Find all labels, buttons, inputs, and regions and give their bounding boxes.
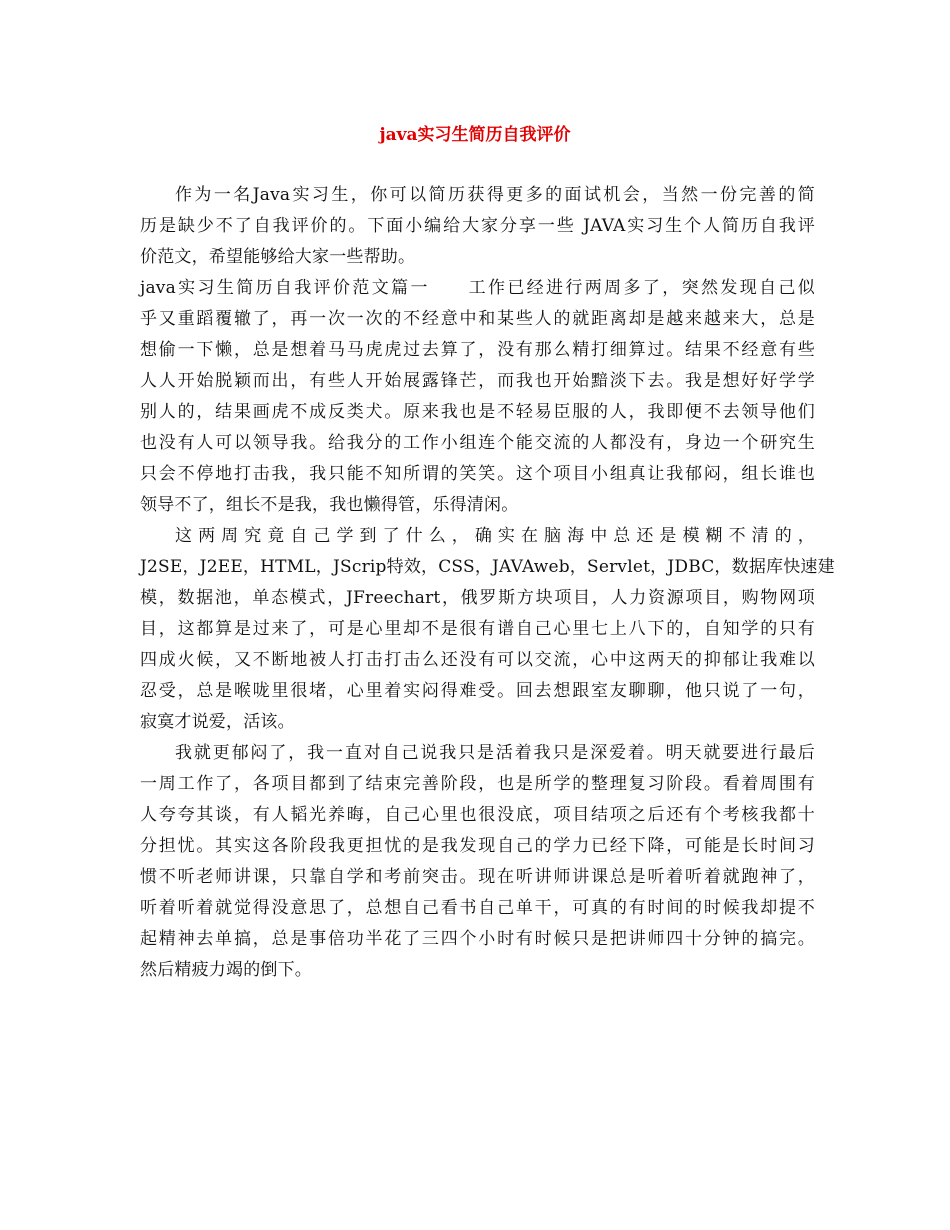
text-line: 也没有人可以领导我。给我分的工作小组连个能交流的人都没有，身边一个研究生 — [140, 433, 815, 453]
text-line: 然后精疲力竭的倒下。 — [140, 960, 312, 980]
document-title: java实习生简历自我评价 — [379, 125, 571, 145]
text-line: 人人开始脱颖而出，有些人开始展露锋芒，而我也开始黯淡下去。我是想好好学学 — [140, 371, 815, 391]
text-line: 别人的，结果画虎不成反类犬。原来我也是不轻易臣服的人，我即便不去领导他们 — [140, 402, 815, 422]
text-line: 我就更郁闷了，我一直对自己说我只是活着我只是深爱着。明天就要进行最后 — [175, 743, 815, 763]
text-line: 这两周究竟自己学到了什么，确实在脑海中总还是模糊不清的， — [175, 526, 815, 546]
text-line: 惯不听老师讲课，只靠自学和考前突击。现在听讲师讲课总是听着听着就跑神了， — [140, 867, 815, 887]
text-line: 历是缺少不了自我评价的。下面小编给大家分享一些 JAVA实习生个人简历自我评 — [140, 216, 815, 236]
text-line: 分担忧。其实这各阶段我更担忧的是我发现自己的学力已经下降，可能是长时间习 — [140, 836, 815, 856]
text-line: 模，数据池，单态模式，JFreechart，俄罗斯方块项目，人力资源项目，购物网项 — [140, 588, 815, 608]
text-line: 寂寞才说爱，活该。 — [140, 712, 295, 732]
text-line: 想偷一下懒，总是想着马马虎虎过去算了，没有那么精打细算过。结果不经意有些 — [140, 340, 815, 360]
text-line: 价范文，希望能够给大家一些帮助。 — [140, 247, 416, 267]
text-line: 乎又重蹈覆辙了，再一次一次的不经意中和某些人的就距离却是越来越来大，总是 — [140, 309, 815, 329]
text-line: J2SE，J2EE，HTML，JScrip特效，CSS，JAVAweb，Servlet，JDBC，数据库快速建 — [140, 557, 835, 577]
text-line: 一周工作了，各项目都到了结束完善阶段，也是所学的整理复习阶段。看着周围有 — [140, 774, 815, 794]
document-body — [140, 180, 835, 986]
text-line: 领导不了，组长不是我，我也懒得管，乐得清闲。 — [140, 495, 519, 515]
text-line: 人夸夸其谈，有人韬光养晦，自己心里也很没底，项目结项之后还有个考核我都十 — [140, 805, 815, 825]
text-line: java实习生简历自我评价范文篇一 工作已经进行两周多了，突然发现自己似 — [140, 278, 815, 298]
text-line: 听着听着就觉得没意思了，总想自己看书自己单干，可真的有时间的时候我却提不 — [140, 898, 815, 918]
text-line: 起精神去单搞，总是事倍功半花了三四个小时有时候只是把讲师四十分钟的搞完。 — [140, 929, 815, 949]
text-line: 目，这都算是过来了，可是心里却不是很有谱自己心里七上八下的，自知学的只有 — [140, 619, 815, 639]
text-line: 忍受，总是喉咙里很堵，心里着实闷得难受。回去想跟室友聊聊，他只说了一句， — [140, 681, 815, 701]
text-line: 作为一名Java实习生，你可以简历获得更多的面试机会，当然一份完善的简 — [175, 185, 815, 205]
text-line: 四成火候，又不断地被人打击打击么还没有可以交流，心中这两天的抑郁让我难以 — [140, 650, 815, 670]
text-line: 只会不停地打击我，我只能不知所谓的笑笑。这个项目小组真让我郁闷，组长谁也 — [140, 464, 815, 484]
